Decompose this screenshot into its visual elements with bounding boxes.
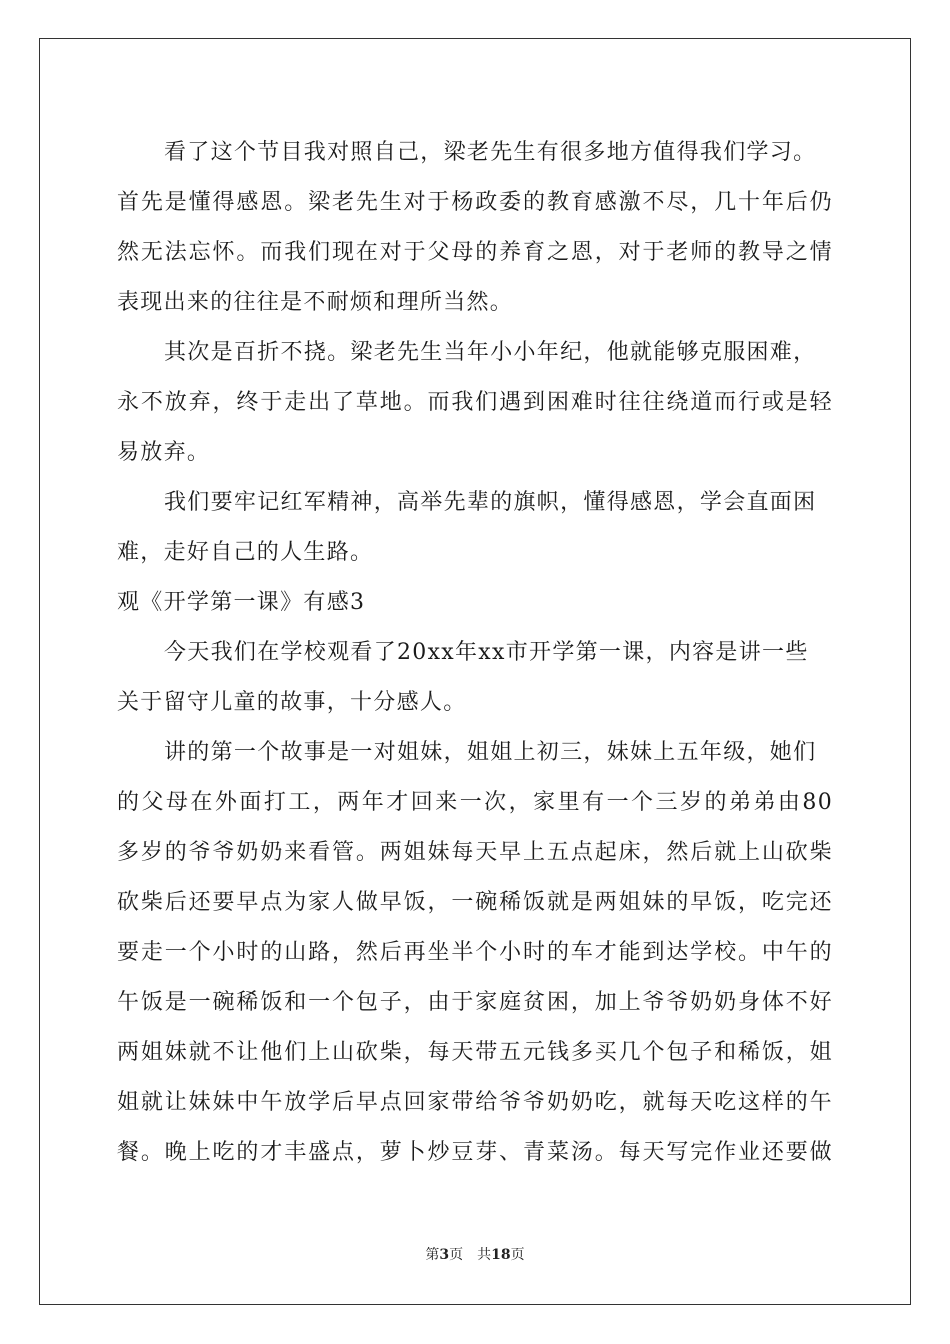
paragraph-line: 讲的第一个故事是一对姐妹，姐姐上初三，妹妹上五年级，她们 [164,740,817,765]
paragraph-line: 看了这个节目我对照自己，梁老先生有很多地方值得我们学习。 [164,140,817,165]
paragraph-line: 首先是懂得感恩。梁老先生对于杨政委的教育感激不尽，几十年后仍 [117,190,833,215]
paragraph-line: 易放弃。 [117,440,211,465]
document-body [117,128,833,1178]
paragraph-line: 午饭是一碗稀饭和一个包子，由于家庭贫困，加上爷爷奶奶身体不好 [117,990,833,1015]
paragraph-line: 我们要牢记红军精神，高举先辈的旗帜，懂得感恩，学会直面困 [164,490,817,515]
paragraph-line: 多岁的爷爷奶奶来看管。两姐妹每天早上五点起床，然后就上山砍柴 [117,840,833,865]
paragraph-line: 砍柴后还要早点为家人做早饭，一碗稀饭就是两姐妹的早饭，吃完还 [117,890,833,915]
footer-page-total: 18 [491,1247,511,1263]
footer-page-current: 3 [439,1247,450,1263]
paragraph-line: 两姐妹就不让他们上山砍柴，每天带五元钱多买几个包子和稀饭，姐 [117,1040,833,1065]
footer-page-prefix: 第 [425,1247,440,1263]
footer-total-suffix: 页 [510,1247,525,1263]
page-footer [0,1245,950,1265]
paragraph-line: 永不放弃，终于走出了草地。而我们遇到困难时往往绕道而行或是轻 [117,390,833,415]
footer-total-prefix: 共 [477,1247,492,1263]
paragraph-line: 今天我们在学校观看了20xx年xx市开学第一课，内容是讲一些 [164,640,809,665]
footer-page-suffix: 页 [449,1247,464,1263]
paragraph-line: 难，走好自己的人生路。 [117,540,374,565]
section-heading: 观《开学第一课》有感3 [117,590,366,615]
paragraph-line: 餐。晚上吃的才丰盛点，萝卜炒豆芽、青菜汤。每天写完作业还要做 [117,1140,833,1165]
paragraph-line: 然无法忘怀。而我们现在对于父母的养育之恩，对于老师的教导之情 [117,240,833,265]
paragraph-line: 关于留守儿童的故事，十分感人。 [117,690,467,715]
paragraph-line: 表现出来的往往是不耐烦和理所当然。 [117,290,514,315]
paragraph-line: 姐就让妹妹中午放学后早点回家带给爷爷奶奶吃，就每天吃这样的午 [117,1090,833,1115]
paragraph-line: 的父母在外面打工，两年才回来一次，家里有一个三岁的弟弟由80 [117,790,833,815]
paragraph-line: 其次是百折不挠。梁老先生当年小小年纪，他就能够克服困难， [164,340,817,365]
paragraph-line: 要走一个小时的山路，然后再坐半个小时的车才能到达学校。中午的 [117,940,833,965]
